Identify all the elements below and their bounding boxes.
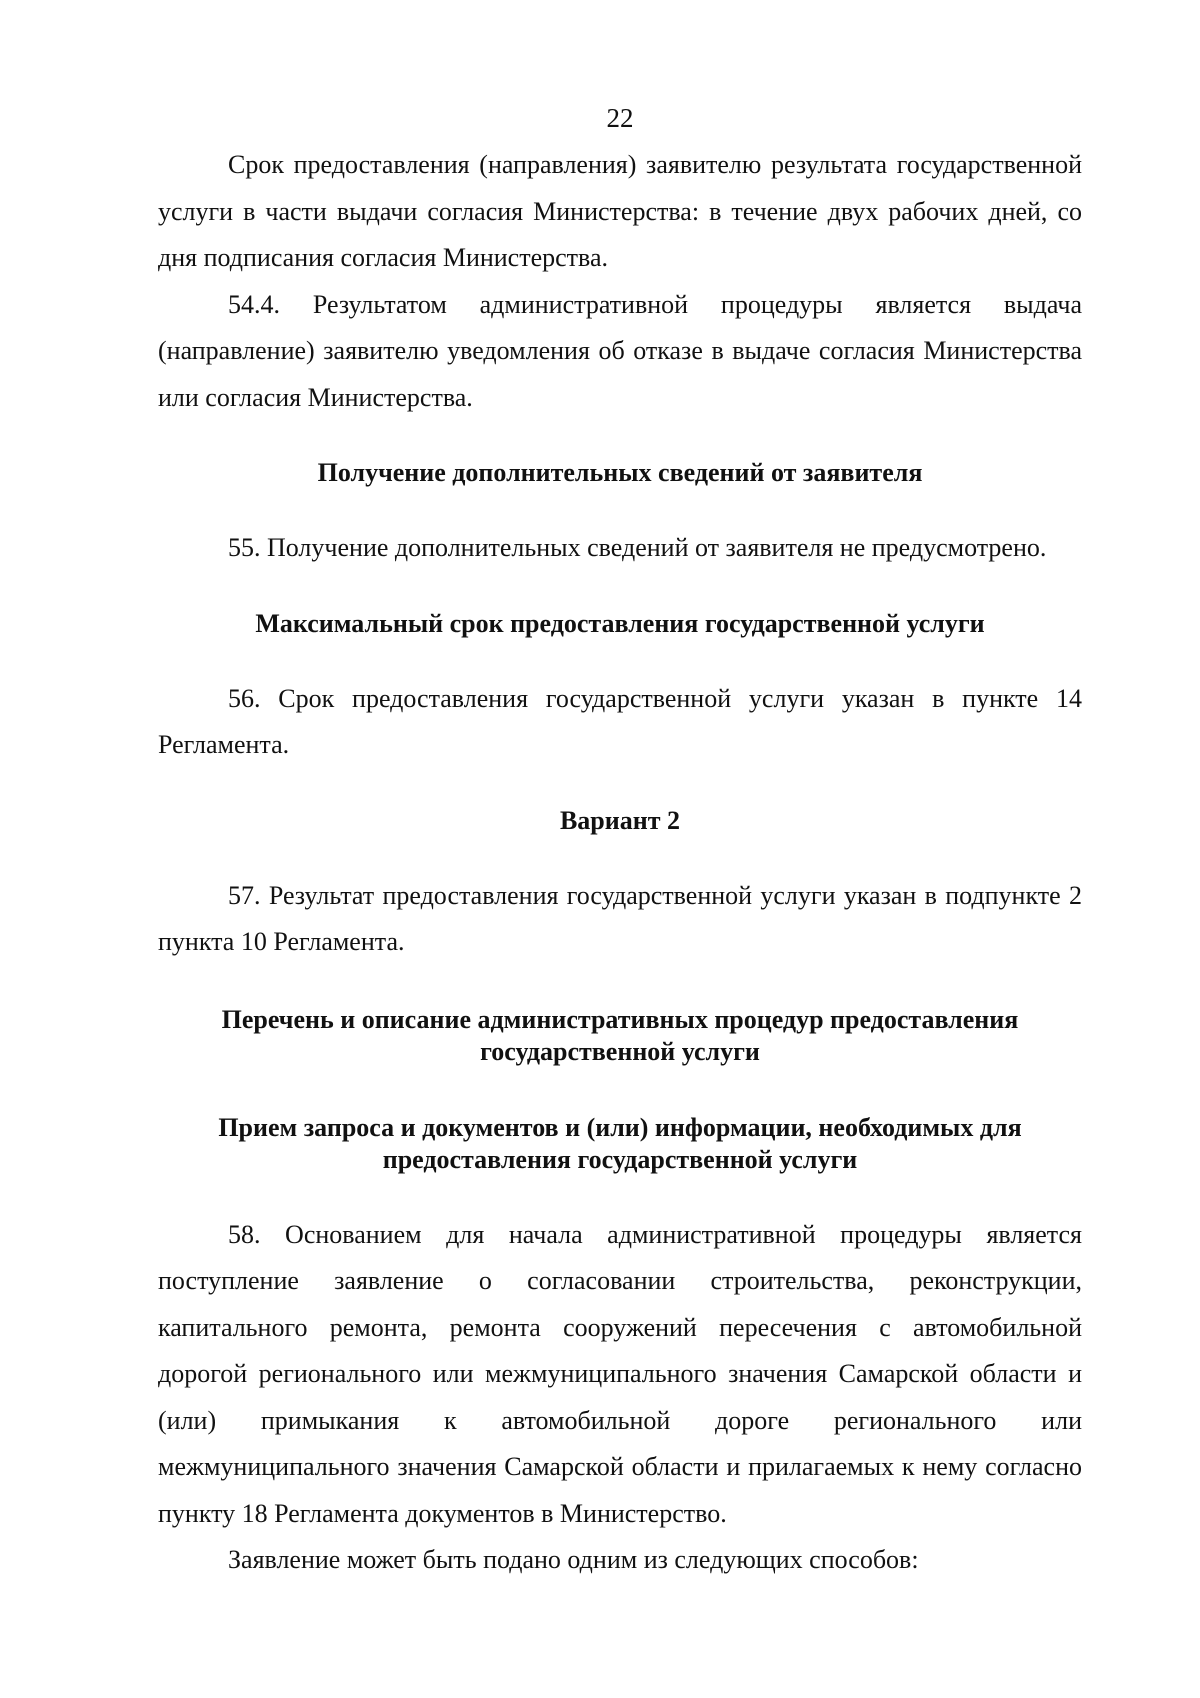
heading-procedures [158,1004,1082,1068]
heading-variant-2: Вариант 2 [559,805,681,835]
heading-procedures-line2: государственной услуги [480,1036,760,1066]
heading-request-intake-line1: Прием запроса и документов и (или) информации, необходимых для [218,1112,1022,1142]
paragraph-54-4: 54.4. Результатом административной процедуры является выдача (направление) заявителю уведомления об отказе в выдаче согласия Министерства или согласия Министерства. [158,289,1082,412]
paragraph-58: 58. Основанием для начала административной процедуры является поступление заявление о согласовании строительства, реконструкции, капитального ремонта, ремонта сооружений пересечения с автомобильной дорогой регионального или межмуниципального значения Самарской области и (или) примыкания к автомобильной дороге регионального или межмуниципального значения Самарской области и прилагаемых к нему согласно пункту 18 Регламента документов в Министерство. [158,1219,1082,1528]
paragraph-56: 56. Срок предоставления государственной услуги указан в пункте 14 Регламента. [158,683,1082,759]
heading-additional-info: Получение дополнительных сведений от заявителя [317,458,923,487]
paragraph-57: 57. Результат предоставления государственной услуги указан в подпункте 2 пункта 10 Регламента. [158,880,1082,956]
paragraph-55: 55. Получение дополнительных сведений от заявителя не предусмотрено. [228,533,1047,562]
heading-procedures-line1: Перечень и описание административных процедур предоставления [221,1004,1019,1034]
heading-request-intake-line2: предоставления государственной услуги [382,1144,858,1174]
paragraph-submission-methods: Заявление может быть подано одним из следующих способов: [228,1545,919,1574]
heading-request-intake [158,1112,1082,1176]
paragraph-result-term: Срок предоставления (направления) заявителю результата государственной услуги в части выдачи согласия Министерства: в течение двух рабочих дней, со дня подписания согласия Министерства. [158,150,1082,272]
heading-max-term: Максимальный срок предоставления государственной услуги [255,608,985,638]
document-body [158,142,1082,1584]
page-number: 22 [606,103,634,133]
